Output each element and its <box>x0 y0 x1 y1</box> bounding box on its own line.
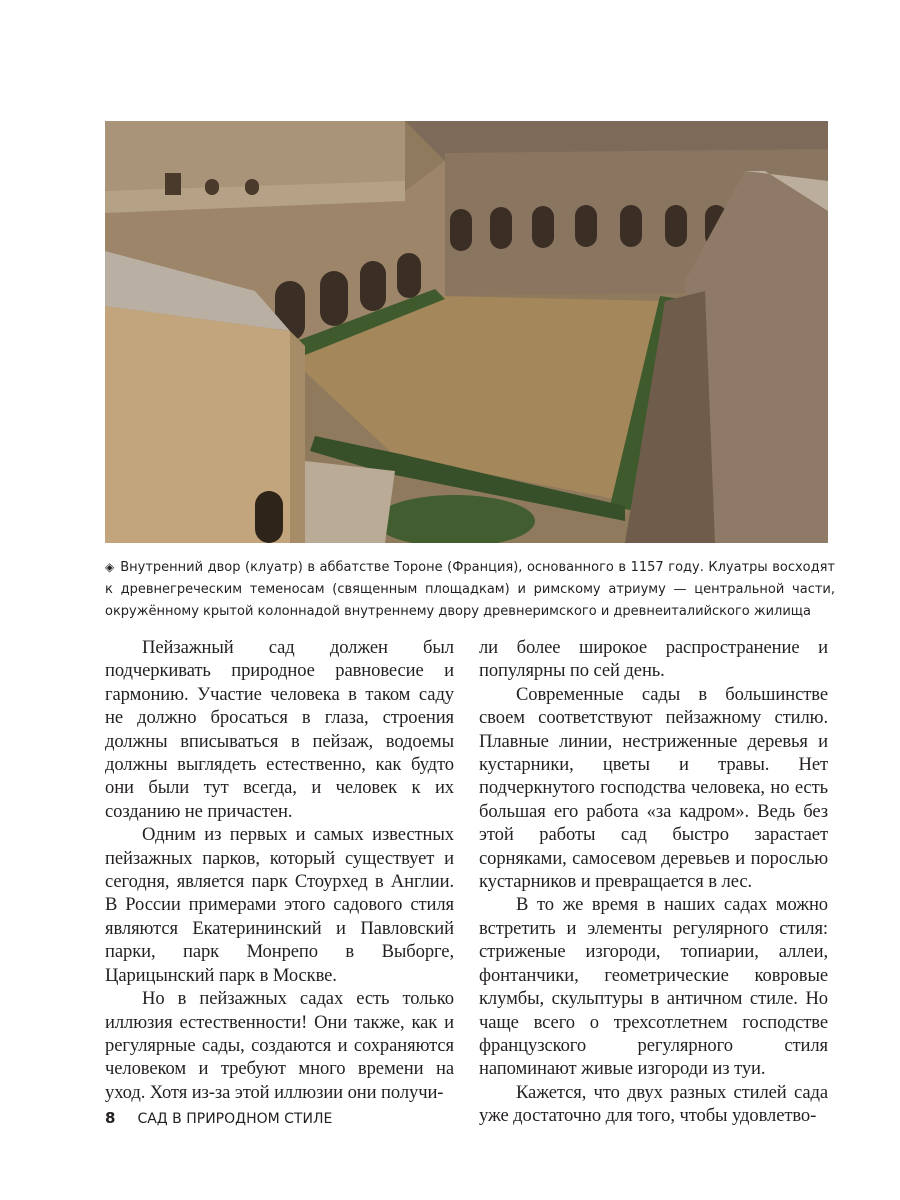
caption-text: Внутренний двор (клуатр) в аббатстве Тороне (Франция), основанного в 1157 году. Клуатры восходят к древнегреческим теменосам (священным площадкам) и римскому атриуму — центральной части, окружённому крытой колоннадой внутреннему двору древнеримского и древнеиталийского жилища <box>105 560 835 619</box>
paragraph: В то же время в наших садах можно встретить и элементы регулярного стиля: стриженые изгороди, топиарии, аллеи, фонтанчики, геометрические ковровые клумбы, скульптуры в античном стиле. Но чаще всего о трехсотлетнем господстве французского регулярного стиля напоминают живые изгороди из туи. <box>479 894 828 1080</box>
left-text-column <box>105 636 454 1104</box>
cloister-illustration <box>105 121 828 543</box>
paragraph: Кажется, что двух разных стилей сада уже достаточно для того, чтобы удовлетво- <box>479 1081 828 1127</box>
paragraph: Современные сады в большинстве своем соответствуют пейзажному стилю. Плавные линии, нестриженные деревья и кустарники, цветы и травы. Нет подчеркнутого господства человека, но есть большая его работа «за кадром». Ведь без этой работы сад быстро зарастает сорняками, самосевом деревьев и порослью кустарников и превращается в лес. <box>479 683 828 893</box>
paragraph: Одним из первых и самых известных пейзажных парков, который существует и сегодня, является парк Стоурхед в Англии. В России примерами этого садового стиля являются Екатерининский и Павловский парки, парк Монрепо в Выборге, Царицынский парк в Москве. <box>105 824 454 986</box>
paragraph-continued: ли более широкое распространение и популярны по сей день. <box>479 637 828 682</box>
paragraph: Но в пейзажных садах есть только иллюзия естественности! Они также, как и регулярные сады, создаются и сохраняются человеком и требуют много времени на уход. Хотя из-за этой иллюзии они получи- <box>105 988 454 1103</box>
photo-caption <box>105 556 835 623</box>
paragraph: Пейзажный сад должен был подчеркивать природное равновесие и гармонию. Участие человека в таком саду не должно бросаться в глаза, строения должны вписываться в пейзаж, водоемы должны выглядеть естественно, как будто они были тут всегда, и человек к их созданию не причастен. <box>105 637 454 822</box>
cloister-photo <box>105 121 828 543</box>
right-text-column <box>479 636 828 1128</box>
caption-bullet-icon: ◈ <box>105 560 115 574</box>
page-footer <box>105 1109 332 1127</box>
page-number: 8 <box>105 1109 116 1127</box>
running-section-title: САД В ПРИРОДНОМ СТИЛЕ <box>137 1111 333 1127</box>
